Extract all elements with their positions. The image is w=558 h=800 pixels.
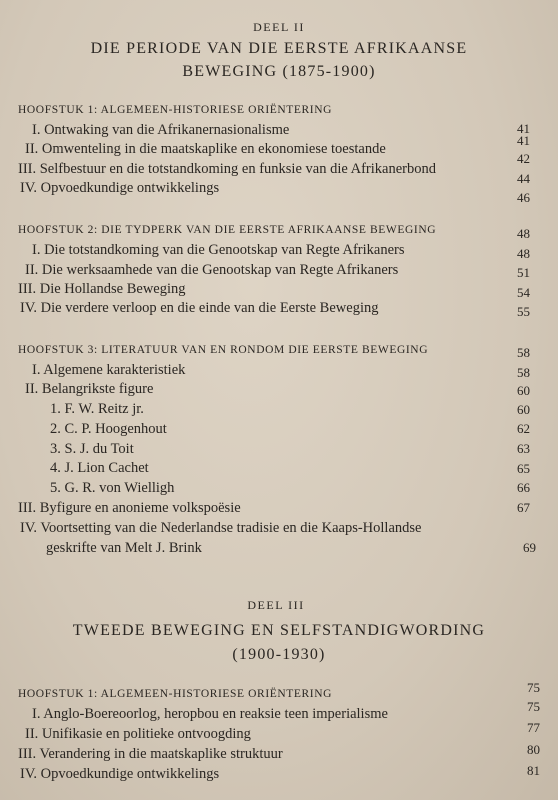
page-number: 77 xyxy=(527,720,540,735)
part-3-title-line-1: TWEEDE BEWEGING EN SELFSTANDIGWORDING xyxy=(72,622,486,639)
toc-entry: II. Belangrikste figure xyxy=(25,381,154,397)
chapter-heading: HOOFSTUK 3: LITERATUUR VAN EN RONDOM DIE EERSTE BEWEGING xyxy=(18,344,429,356)
page-number: 65 xyxy=(517,461,530,476)
page-number: 51 xyxy=(517,265,530,280)
page-number: 66 xyxy=(517,480,530,495)
toc-entry: 5. G. R. von Wielligh xyxy=(50,480,175,496)
toc-entry: 4. J. Lion Cachet xyxy=(50,460,149,476)
toc-entry: IV. Die verdere verloop en die einde van die Eerste Beweging xyxy=(20,300,379,316)
page-number: 75 xyxy=(527,680,540,695)
toc-entry: II. Die werksaamhede van die Genootskap van Regte Afrikaners xyxy=(25,262,399,278)
page-number: 62 xyxy=(517,421,530,436)
toc-entry: 2. C. P. Hoogenhout xyxy=(50,421,167,437)
page-number: 58 xyxy=(517,365,530,380)
toc-entry: III. Die Hollandse Beweging xyxy=(18,281,186,297)
toc-entry: II. Unifikasie en politieke ontvoogding xyxy=(25,726,251,742)
page-number: 58 xyxy=(517,345,530,360)
page-number: 48 xyxy=(517,226,530,241)
page-number: 46 xyxy=(517,190,530,205)
toc-entry: I. Die totstandkoming van die Genootskap van Regte Afrikaners xyxy=(32,242,405,258)
toc-entry: 1. F. W. Reitz jr. xyxy=(50,401,144,417)
page-number: 54 xyxy=(517,285,530,300)
part-3-label: DEEL III xyxy=(247,598,305,612)
chapter-heading: HOOFSTUK 1: ALGEMEEN-HISTORIESE ORIËNTERING xyxy=(18,688,333,700)
page-number: 81 xyxy=(527,763,540,778)
part-2-title-line-1: DIE PERIODE VAN DIE EERSTE AFRIKAANSE xyxy=(90,40,468,57)
toc-entry: 3. S. J. du Toit xyxy=(50,441,134,457)
page-number: 55 xyxy=(517,304,530,319)
page-number: 42 xyxy=(517,151,530,166)
toc-entry: IV. Opvoedkundige ontwikkelings xyxy=(20,180,220,196)
toc-entry: IV. Voortsetting van die Nederlandse tradisie en die Kaaps-Hollandse xyxy=(20,520,422,536)
page-number: 75 xyxy=(527,699,540,714)
toc-entry: I. Ontwaking van die Afrikanernasionalisme xyxy=(32,122,290,138)
toc-entry: IV. Opvoedkundige ontwikkelings xyxy=(20,766,220,782)
page-number: 41 xyxy=(517,121,530,136)
page-number: 48 xyxy=(517,246,530,261)
toc-entry: III. Byfigure en anonieme volkspoësie xyxy=(18,500,241,516)
part-3-title-line-2: (1900-1930) xyxy=(232,646,326,663)
page-number: 67 xyxy=(517,500,530,515)
toc-entry: geskrifte van Melt J. Brink xyxy=(46,540,202,556)
page-number: 41 xyxy=(517,133,530,148)
page-number: 44 xyxy=(517,171,530,186)
toc-entry: III. Selfbestuur en die totstandkoming en funksie van die Afrikanerbond xyxy=(18,161,436,177)
chapter-heading: HOOFSTUK 2: DIE TYDPERK VAN DIE EERSTE AFRIKAANSE BEWEGING xyxy=(18,224,437,236)
chapter-heading: HOOFSTUK 1: ALGEMEEN-HISTORIESE ORIËNTERING xyxy=(18,104,333,116)
toc-entry: I. Algemene karakteristiek xyxy=(32,362,186,378)
toc-entry: III. Verandering in die maatskaplike struktuur xyxy=(18,746,283,762)
page-number: 60 xyxy=(517,383,530,398)
page-number: 60 xyxy=(517,402,530,417)
part-2-label: DEEL II xyxy=(253,20,305,34)
page-number: 80 xyxy=(527,742,540,757)
page-number: 63 xyxy=(517,441,530,456)
toc-entry: I. Anglo-Boereoorlog, heropbou en reaksie teen imperialisme xyxy=(32,706,388,722)
part-2-title-line-2: BEWEGING (1875-1900) xyxy=(182,63,376,80)
toc-entry: II. Omwenteling in die maatskaplike en ekonomiese toestande xyxy=(25,141,386,157)
page-number: 69 xyxy=(523,540,536,555)
